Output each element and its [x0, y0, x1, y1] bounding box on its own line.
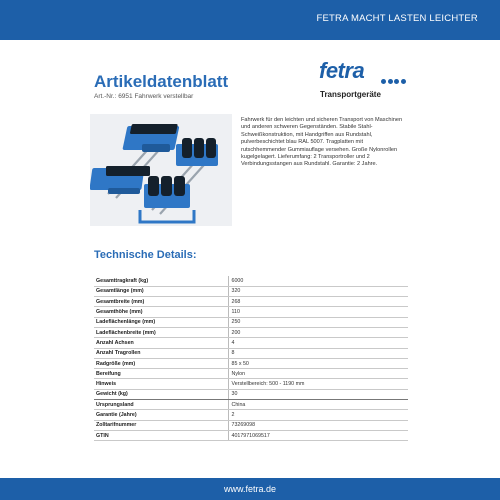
- spec-value: 200: [228, 327, 408, 337]
- spec-row: [94, 276, 408, 286]
- product-image: [90, 114, 232, 226]
- page-title: Artikeldatenblatt: [94, 72, 229, 91]
- spec-row: [94, 317, 408, 327]
- spec-value: Verstellbereich: 500 - 1190 mm: [228, 379, 408, 389]
- spec-row: [94, 297, 408, 307]
- spec-label: Anzahl Achsen: [94, 338, 228, 348]
- spec-label: Zolltarifnummer: [94, 420, 228, 430]
- spec-label: Garantie (Jahre): [94, 410, 228, 420]
- spec-value: China: [228, 400, 408, 410]
- slogan: FETRA MACHT LASTEN LEICHTER: [316, 13, 478, 24]
- spec-value: 73269098: [228, 420, 408, 430]
- spec-label: Gesamtlänge (mm): [94, 286, 228, 296]
- spec-value: 8: [228, 348, 408, 358]
- transport-dolly-image: [90, 114, 232, 226]
- spec-row: [94, 307, 408, 317]
- logo-dots-icon: [381, 71, 411, 77]
- spec-row: [94, 327, 408, 337]
- spec-label: Ursprungsland: [94, 400, 228, 410]
- spec-row: [94, 358, 408, 368]
- spec-row: [94, 338, 408, 348]
- logo-tagline: Transportgeräte: [320, 90, 381, 99]
- spec-label: Ladeflächenlänge (mm): [94, 317, 228, 327]
- spec-label: Gesamttragkraft (kg): [94, 276, 228, 286]
- spec-row: [94, 410, 408, 420]
- product-description: Fahrwerk für den leichten und sicheren Transport von Maschinen und anderen schweren Gegenständen. Stabile Stahl-Schweißkonstruktion, mit Handgriffen aus Rundstahl, pulverbeschichtet blau RAL 5007. Tragplatten mit rutschhemmender Gummiauflage versehen. Große Nylonrollen kugelgelagert. Lieferumfang: 2 Transportroller und 2 Verbindungsstangen aus Rundstahl. Garantie: 2 Jahre.: [241, 117, 403, 168]
- spec-label: Bereifung: [94, 369, 228, 379]
- logo-wordmark: fetra: [319, 58, 365, 83]
- spec-value: 4017971069517: [228, 430, 408, 440]
- spec-row: [94, 369, 408, 379]
- spec-value: 85 x 50: [228, 358, 408, 368]
- spec-value: 320: [228, 286, 408, 296]
- spec-label: GTIN: [94, 430, 228, 440]
- spec-row: [94, 379, 408, 389]
- spec-row: [94, 430, 408, 440]
- spec-row: [94, 420, 408, 430]
- spec-value: 110: [228, 307, 408, 317]
- spec-label: Ladeflächenbreite (mm): [94, 327, 228, 337]
- bottom-banner: [0, 478, 500, 500]
- spec-label: Hinweis: [94, 379, 228, 389]
- spec-row: [94, 348, 408, 358]
- spec-label: Anzahl Tragrollen: [94, 348, 228, 358]
- spec-row: [94, 286, 408, 296]
- top-banner: [0, 0, 500, 40]
- specs-table: [94, 276, 408, 441]
- article-number: Art.-Nr.: 6951 Fahrwerk verstellbar: [94, 93, 194, 100]
- spec-row: [94, 389, 408, 399]
- spec-value: Nylon: [228, 369, 408, 379]
- spec-label: Gewicht (kg): [94, 389, 228, 399]
- spec-label: Gesamthöhe (mm): [94, 307, 228, 317]
- specs-heading: Technische Details:: [94, 249, 197, 261]
- spec-row: [94, 400, 408, 410]
- spec-label: Gesamtbreite (mm): [94, 297, 228, 307]
- spec-value: 268: [228, 297, 408, 307]
- spec-value: 30: [228, 389, 408, 399]
- spec-label: Radgröße (mm): [94, 358, 228, 368]
- spec-value: 6000: [228, 276, 408, 286]
- spec-value: 250: [228, 317, 408, 327]
- spec-value: 4: [228, 338, 408, 348]
- spec-value: 2: [228, 410, 408, 420]
- footer-url: www.fetra.de: [223, 484, 277, 494]
